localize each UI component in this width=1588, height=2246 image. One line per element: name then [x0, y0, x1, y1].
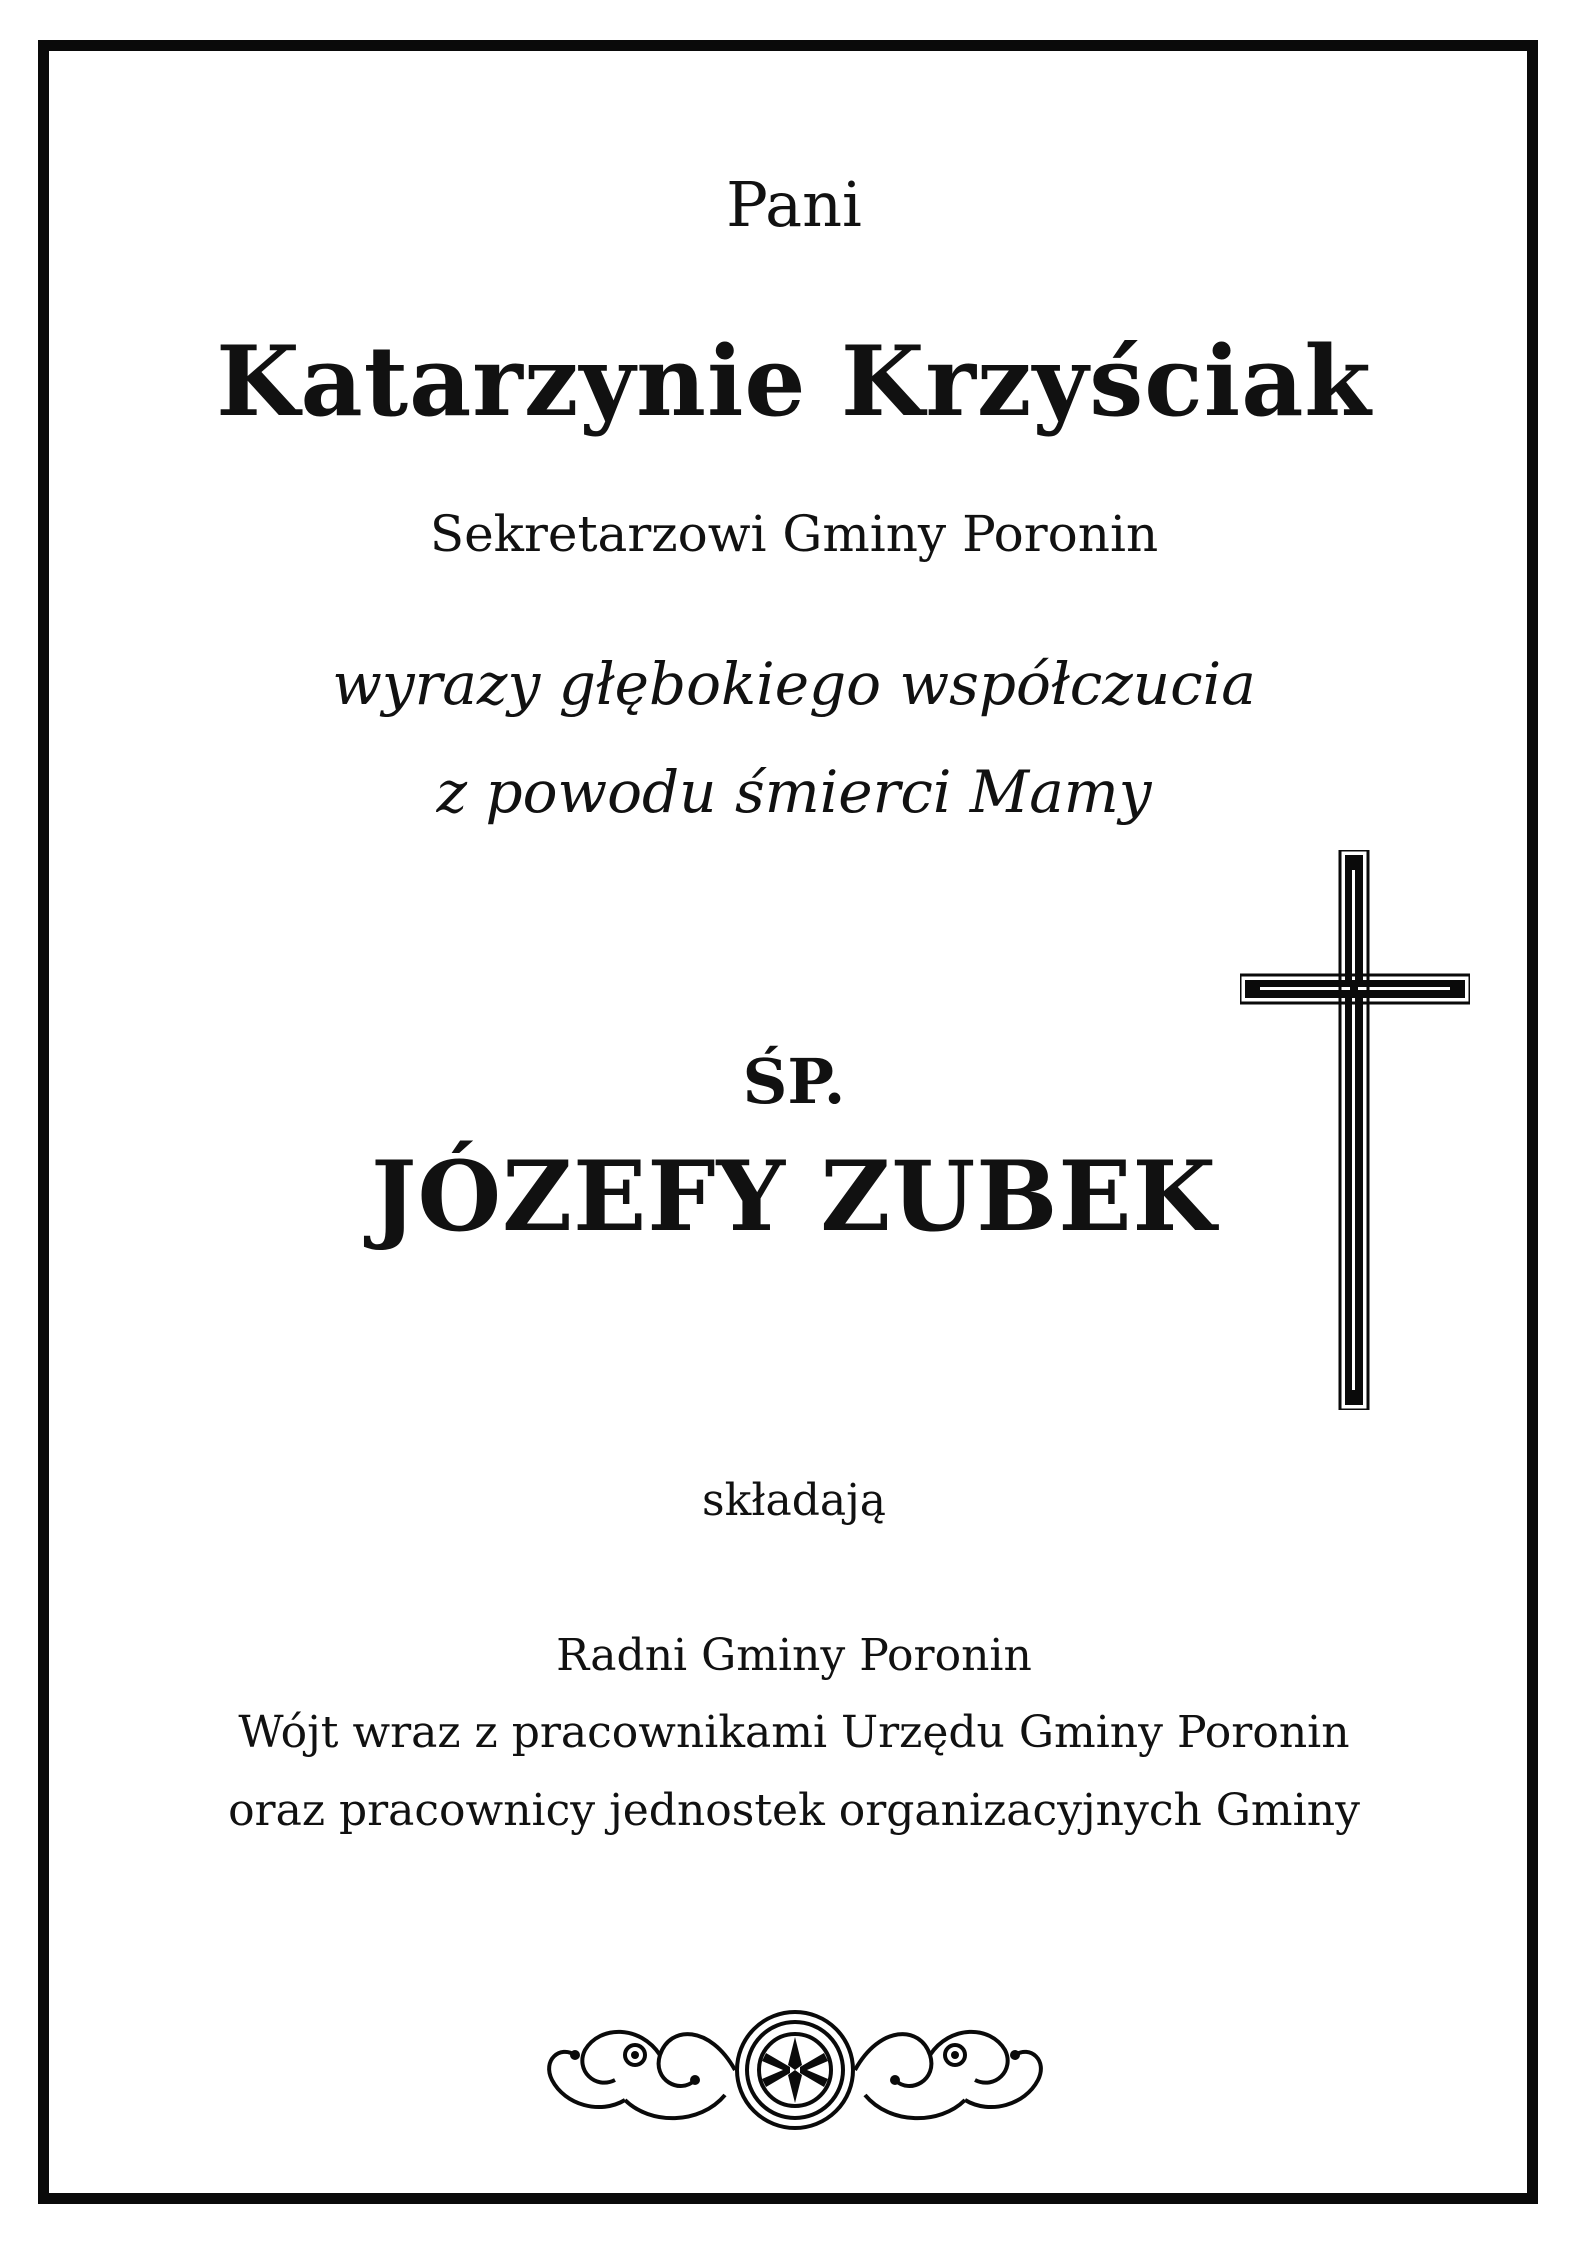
- cross-icon: [1240, 850, 1470, 1410]
- folk-ornament-icon: [540, 1995, 1050, 2145]
- sender-line-1: Radni Gminy Poronin: [556, 1630, 1032, 1681]
- sender-line-2: Wójt wraz z pracownikami Urzędu Gminy Poronin: [238, 1707, 1350, 1758]
- sender-line-3: oraz pracownicy jednostek organizacyjnych Gminy: [228, 1785, 1360, 1836]
- condolence-line-1: wyrazy głębokiego współczucia: [332, 650, 1256, 718]
- salutation: Pani: [726, 168, 862, 241]
- recipient-name: Katarzynie Krzyściak: [216, 325, 1372, 438]
- honorific: ŚP.: [742, 1045, 846, 1118]
- deceased-name: JÓZEFY ZUBEK: [371, 1140, 1217, 1253]
- condolence-line-2: z powodu śmierci Mamy: [436, 758, 1152, 826]
- recipient-role: Sekretarzowi Gminy Poronin: [429, 505, 1159, 563]
- signature-verb: składają: [701, 1475, 886, 1526]
